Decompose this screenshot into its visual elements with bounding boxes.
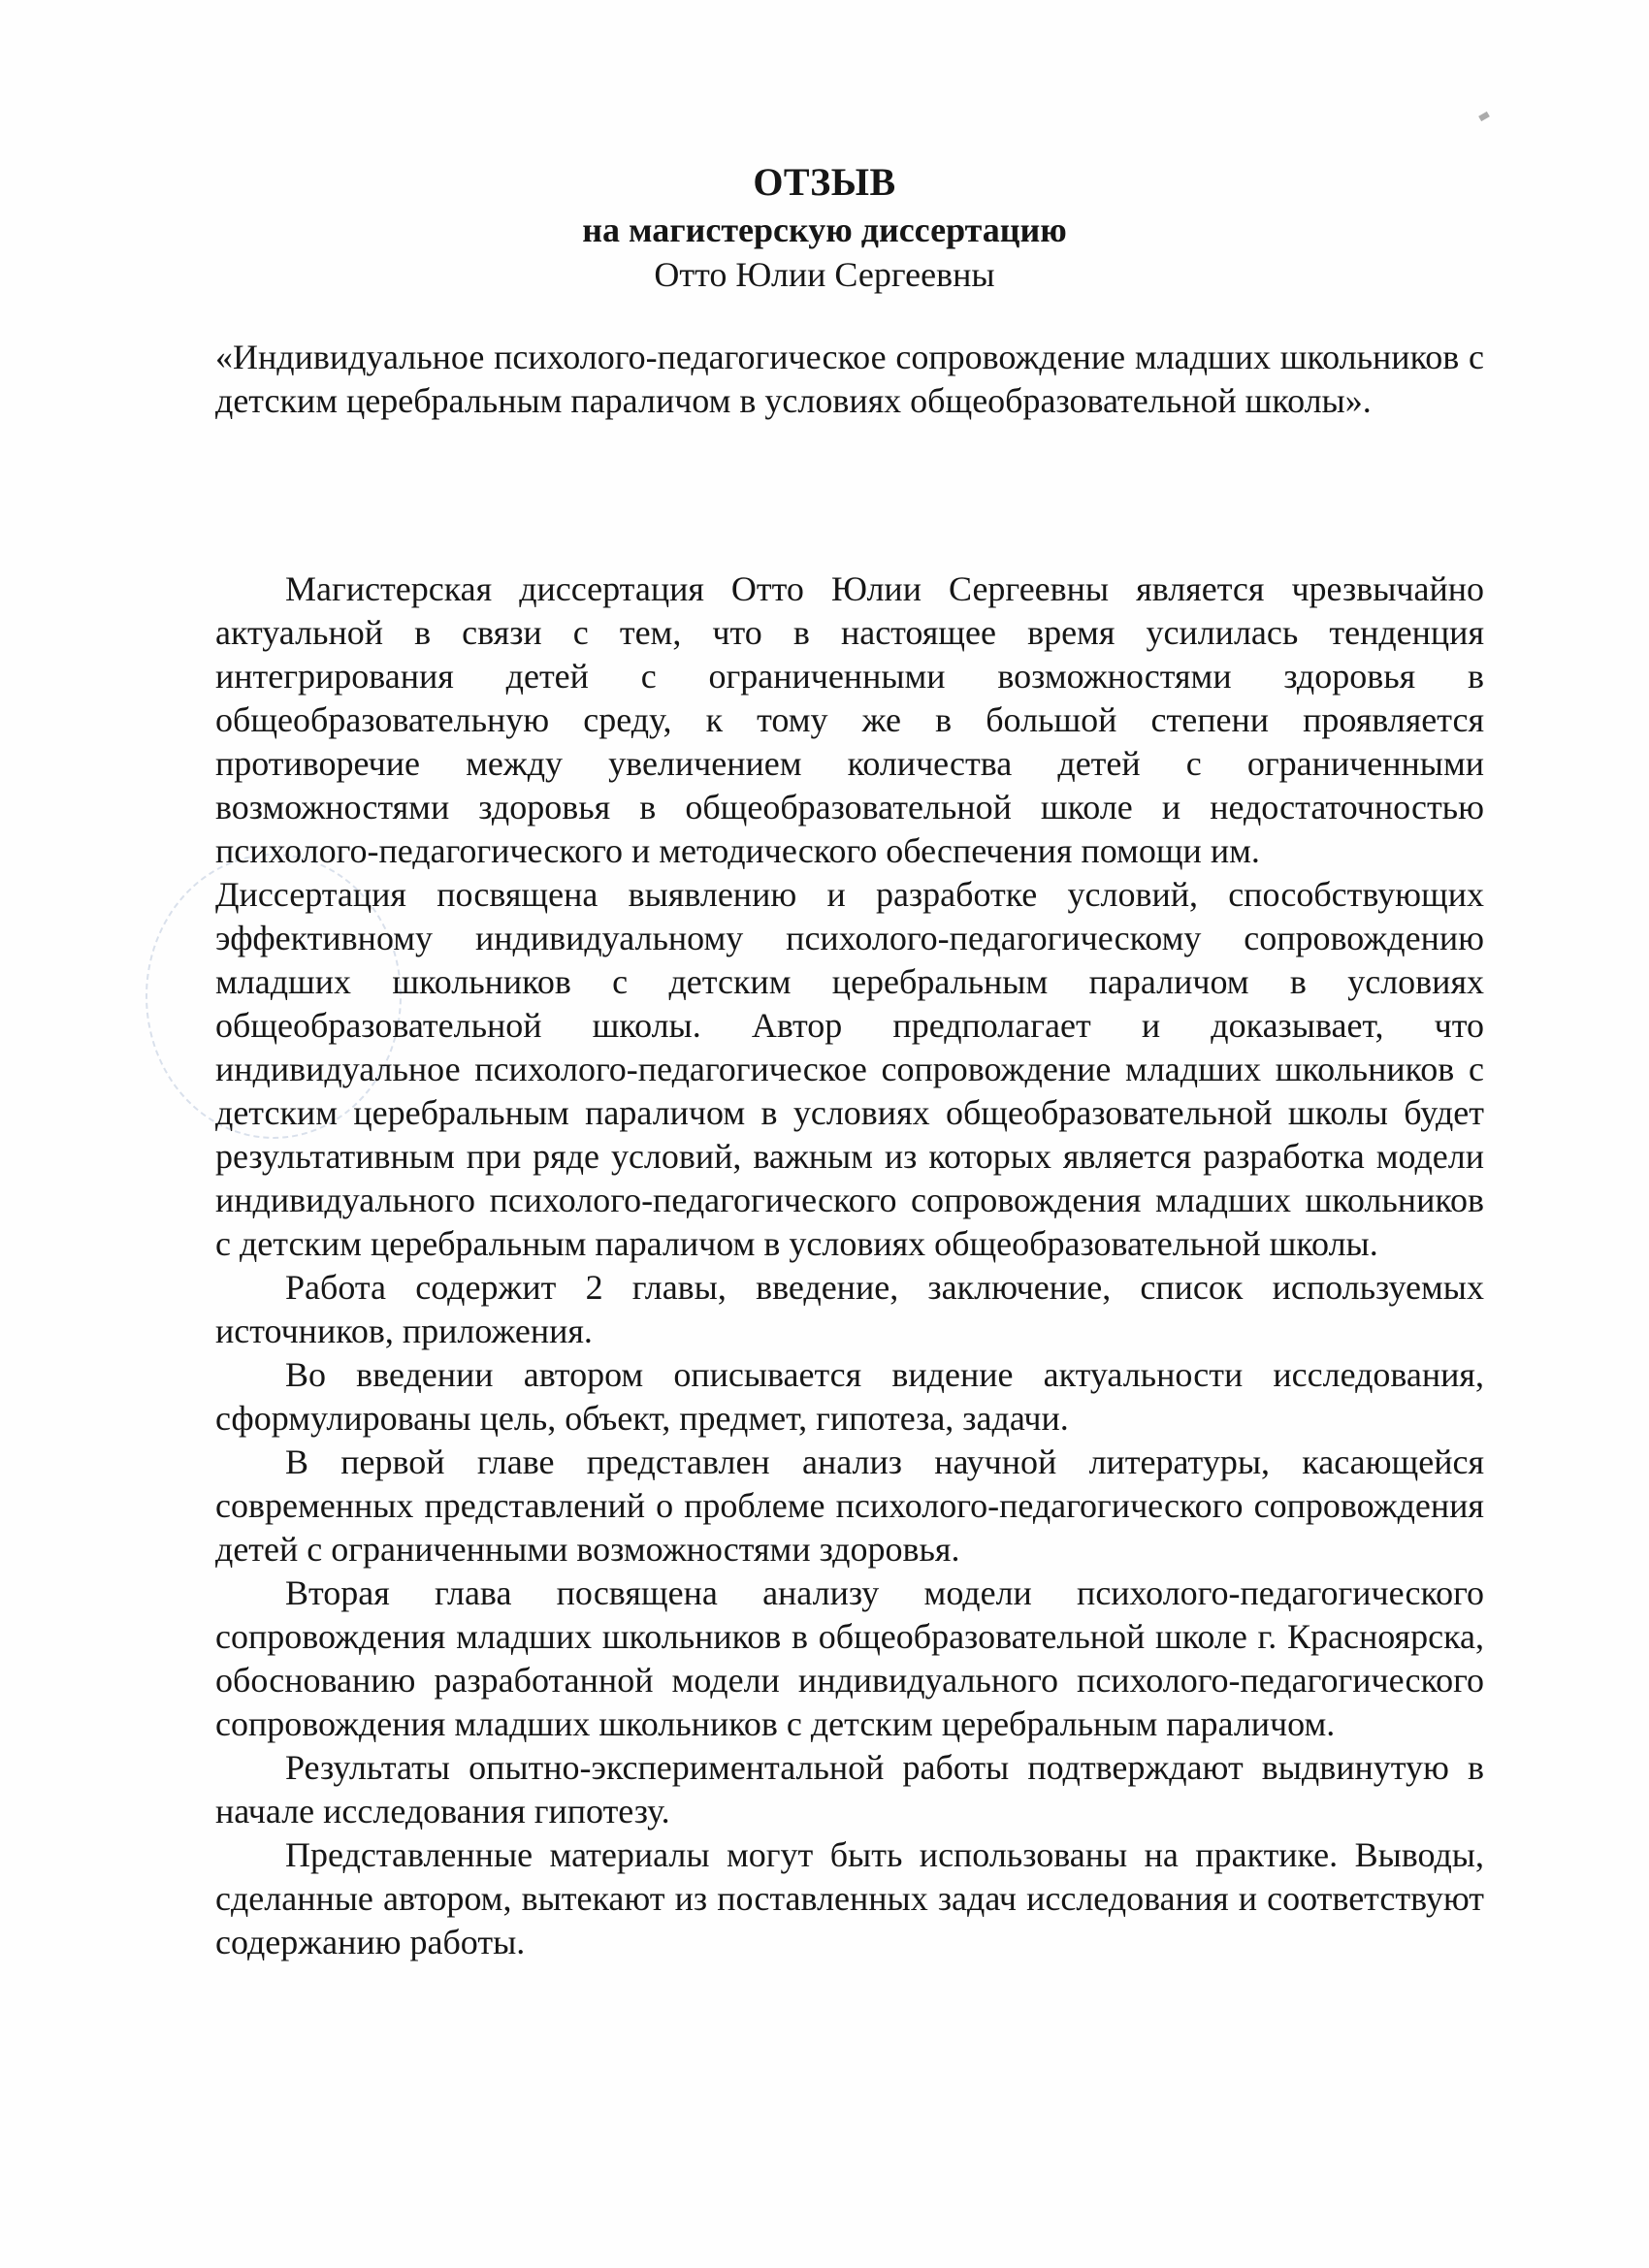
paragraph-purpose: Диссертация посвящена выявлению и разработке условий, способствующих эффективному индивидуальному психолого-педагогическому сопровождению младших школьников с детским церебральным параличом в условиях общеобразовательной школы. Автор предполагает и доказывает, что индивидуальное психолого-педагогическое сопровождение младших школьников с детским церебральным параличом в условиях общеобразовательной школы будет результативным при ряде условий, важным из которых является разработка модели индивидуального психолого-педагогического сопровождения младших школьников с детским церебральным параличом в условиях общеобразовательной школы. (215, 875, 1484, 1263)
document-header (0, 157, 1649, 297)
scan-mark (1478, 112, 1490, 121)
paragraph-results: Результаты опытно-экспериментальной работы подтверждают выдвинутую в начале исследования гипотезу. (215, 1748, 1484, 1831)
paragraph-chapter-two: Вторая глава посвящена анализу модели психолого-педагогического сопровождения младших школьников в общеобразовательной школе г. Красноярска, обоснованию разработанной модели индивидуального психолого-педагогического сопровождения младших школьников с детским церебральным параличом. (215, 1573, 1484, 1743)
dissertation-topic: «Индивидуальное психолого-педагогическое сопровождение младших школьников с детским церебральным параличом в условиях общеобразовательной школы». (215, 338, 1484, 420)
document-subtitle: на магистерскую диссертацию (582, 211, 1067, 249)
document-author: Отто Юлии Сергеевны (654, 255, 995, 294)
paragraph-conclusion: Представленные материалы могут быть использованы на практике. Выводы, сделанные автором, вытекают из поставленных задач исследования и соответствуют содержанию работы. (215, 1835, 1484, 1961)
paragraph-relevance: Магистерская диссертация Отто Юлии Сергеевны является чрезвычайно актуальной в связи с тем, что в настоящее время усилилась тенденция интегрирования детей с ограниченными возможностями здоровья в общеобразовательную среду, к тому же в большой степени проявляется противоречие между увеличением количества детей с ограниченными возможностями здоровья в общеобразовательной школе и недостаточностью психолого-педагогического и методического обеспечения помощи им. (215, 569, 1484, 870)
paragraph-introduction: Во введении автором описывается видение актуальности исследования, сформулированы цель, объект, предмет, гипотеза, задачи. (215, 1355, 1484, 1438)
paragraph-structure: Работа содержит 2 главы, введение, заключение, список используемых источников, приложения. (215, 1268, 1484, 1350)
paragraph-chapter-one: В первой главе представлен анализ научной литературы, касающейся современных представлений о проблеме психолого-педагогического сопровождения детей с ограниченными возможностями здоровья. (215, 1442, 1484, 1569)
document-title: ОТЗЫВ (753, 160, 896, 204)
review-body (215, 567, 1484, 1964)
